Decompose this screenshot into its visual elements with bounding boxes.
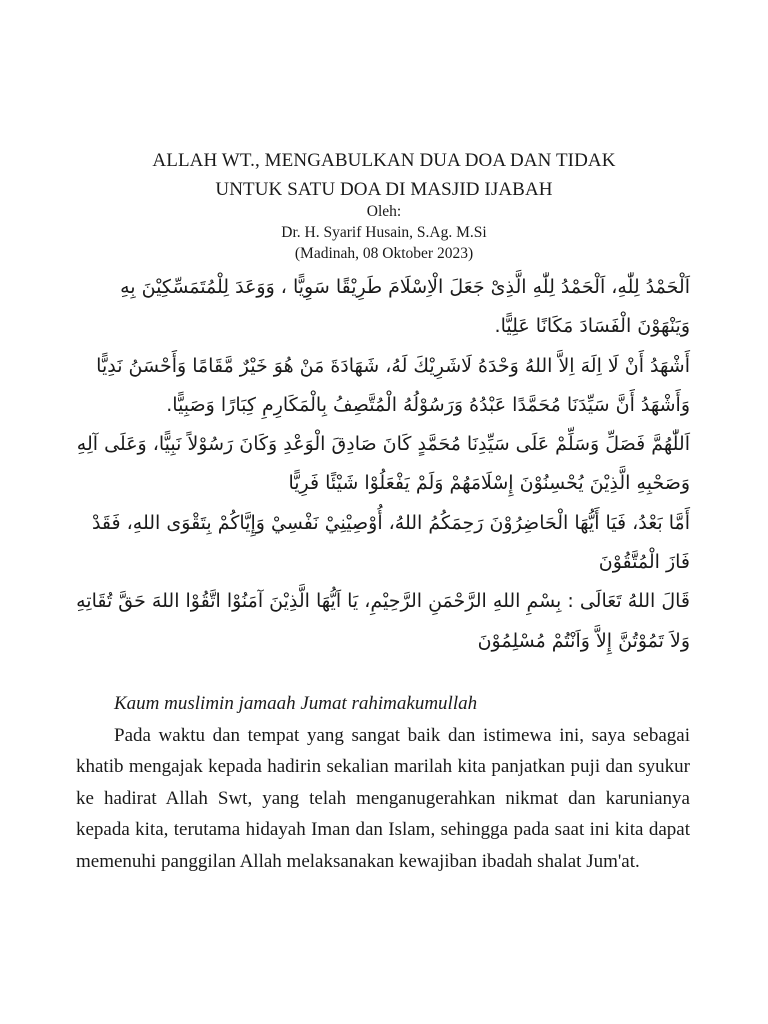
arabic-paragraph-wasiat: أَمَّا بَعْدُ، فَيَا أَيُّهَا الْحَاضِرُوْنَ رَحِمَكُمُ اللهُ، أُوْصِيْنِيْ نَفْسِيْ وَإِيَّاكُمْ بِتَقْوَى اللهِ، فَقَدْ فَازَ الْمُتَّقُوْنَ	[91, 511, 690, 574]
place-date: (Madinah, 08 Oktober 2023)	[294, 245, 474, 262]
author-name: Dr. H. Syarif Husain, S.Ag. M.Si	[281, 224, 487, 241]
title-line-1: ALLAH WT., MENGABULKAN DUA DOA DAN TIDAK	[152, 150, 616, 171]
body-paragraph: Pada waktu dan tempat yang sangat baik dan istimewa ini, saya sebagai khatib mengajak kepada hadirin sekalian marilah kita panjatkan puji dan syukur ke hadirat Allah Swt, yang telah menganugerahkan nikmat dan karunianya kepada kita, terutama hidayah Iman dan Islam, sehingga pada saat ini kita dapat memenuhi panggilan Allah melaksanakan kewajiban ibadah shalat Jum'at.	[76, 724, 690, 872]
author-block	[60, 201, 708, 264]
arabic-paragraph-hamdalah: اَلْحَمْدُ لِلّٰهِ، اَلْحَمْدُ لِلّٰهِ الَّذِىْ جَعَلَ الْاِسْلَامَ طَرِيْقًا سَوِيًّا ، وَوَعَدَ لِلْمُتَمَسِّكِيْنَ بِهِ وَيَنْهَوْنَ الْفَسَادَ مَكَانًا عَلِيًّا.	[120, 276, 690, 338]
arabic-paragraph-syahadat: أَشْهَدُ أَنْ لَا اِلَهَ اِلاَّ اللهُ وَحْدَهُ لَاشَرِيْكَ لَهُ، شَهَادَةَ مَنْ هُوَ خَيْرٌ مَّقَامًا وَأَحْسَنُ نَدِيًّا وَأَشْهَدُ أَنَّ سَيِّدَنَا مُحَمَّدًا عَبْدُهُ وَرَسُوْلُهُ الْمُتَّصِفُ بِالْمَكَارِمِ كِبَارًا وَصَبِيًّا.	[96, 354, 690, 416]
arabic-paragraph-ayat: قَالَ اللهُ تَعَالَى : بِسْمِ اللهِ الرَّحْمَنِ الرَّحِيْمِ، يَا اَيُّهَا الَّذِيْنَ آمَنُوْا اتَّقُوْا اللهَ حَقَّ تُقَاتِهِ وَلاَ تَمُوْتُنَّ إِلاَّ وَاَنْتُمْ مُسْلِمُوْنَ	[76, 590, 690, 652]
by-label: Oleh:	[366, 203, 402, 220]
arabic-paragraph-shalawat: اَللّٰهُمَّ فَصَلِّ وَسَلِّمْ عَلَى سَيِّدِنَا مُحَمَّدٍ كَانَ صَادِقَ الْوَعْدِ وَكَانَ رَسُوْلاً نَبِيًّا، وَعَلَى آلِهِ وَصَحْبِهِ الَّذِيْنَ يُحْسِنُوْنَ إِسْلَامَهُمْ وَلَمْ يَفْعَلُوْا شَيْئًا فَرِيًّا	[76, 433, 690, 495]
sermon-body	[76, 688, 690, 877]
document-title	[60, 146, 708, 204]
arabic-opening	[76, 268, 690, 661]
greeting: Kaum muslimin jamaah Jumat rahimakumullah	[114, 693, 478, 714]
title-line-2: UNTUK SATU DOA DI MASJID IJABAH	[215, 179, 553, 200]
